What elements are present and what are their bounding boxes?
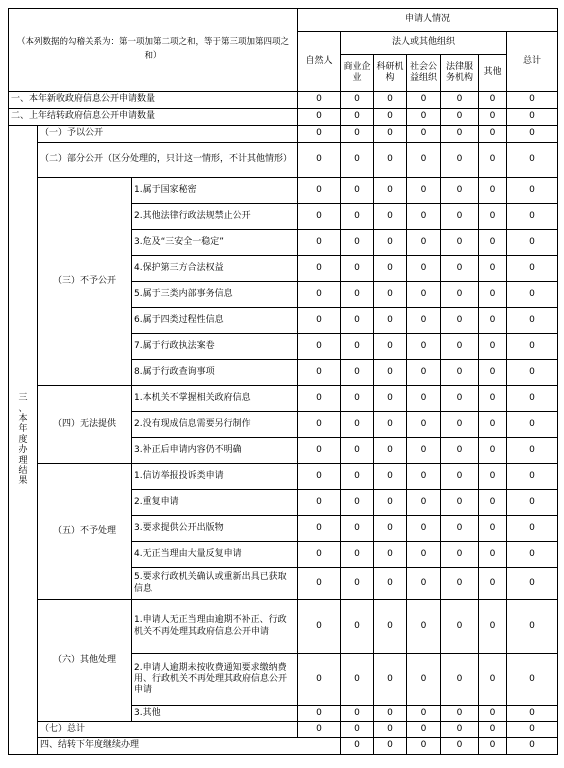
cell-value: 0 [441, 334, 479, 360]
cell-value: 0 [479, 464, 507, 490]
cell-value: 0 [374, 568, 407, 600]
cell-value: 0 [298, 126, 341, 143]
cell-value: 0 [341, 490, 374, 516]
row-label: 6.属于四类过程性信息 [132, 308, 298, 334]
cell-value: 0 [407, 386, 441, 412]
cell-value: 0 [407, 490, 441, 516]
table-row [9, 600, 558, 654]
cell-value: 0 [341, 282, 374, 308]
cell-value: 0 [374, 706, 407, 722]
section-3-char: 果 [18, 476, 28, 487]
cell-value: 0 [407, 600, 441, 654]
cell-value: 0 [374, 412, 407, 438]
cell-value: 0 [441, 412, 479, 438]
cell-value: 0 [479, 143, 507, 178]
legal-or-other-header: 法人或其他组织 [341, 32, 507, 55]
cell-value: 0 [341, 464, 374, 490]
row-label: 1.本机关不掌握相关政府信息 [132, 386, 298, 412]
cell-value: 0 [479, 412, 507, 438]
cell-value: 0 [479, 386, 507, 412]
cell-value: 0 [341, 654, 374, 706]
cell-value: 0 [407, 126, 441, 143]
cell-value: 0 [374, 490, 407, 516]
row-label: 2.其他法律行政法规禁止公开 [132, 204, 298, 230]
cell-value: 0 [374, 230, 407, 256]
cell-value: 0 [374, 738, 407, 755]
group-label-unable-to-provide: （四）无法提供 [38, 386, 132, 464]
section-3-char: 年 [18, 424, 28, 435]
org-type-commercial: 商业企业 [341, 55, 374, 92]
row-label: 4.保护第三方合法权益 [132, 256, 298, 282]
cell-value: 0 [407, 92, 441, 109]
cell-value: 0 [298, 204, 341, 230]
cell-value: 0 [441, 360, 479, 386]
table-row [9, 143, 558, 178]
cell-value: 0 [298, 109, 341, 126]
cell-value: 0 [374, 92, 407, 109]
cell-value: 0 [374, 282, 407, 308]
cell-value: 0 [341, 308, 374, 334]
cell-value: 0 [298, 360, 341, 386]
cell-value: 0 [507, 204, 558, 230]
cell-value: 0 [407, 308, 441, 334]
cell-value: 0 [441, 92, 479, 109]
cell-value: 0 [507, 412, 558, 438]
disclosure-statistics-table [8, 8, 558, 755]
table-row [9, 722, 558, 738]
section-3-char: 本 [18, 414, 28, 425]
cell-value: 0 [341, 568, 374, 600]
cell-value: 0 [441, 204, 479, 230]
cell-value: 0 [479, 230, 507, 256]
cell-value: 0 [298, 568, 341, 600]
cell-value: 0 [441, 464, 479, 490]
cell-value: 0 [407, 516, 441, 542]
cell-value: 0 [298, 92, 341, 109]
cell-value: 0 [507, 230, 558, 256]
row-label: 3.其他 [132, 706, 298, 722]
natural-person-header: 自然人 [298, 32, 341, 92]
cell-value: 0 [479, 178, 507, 204]
row-label: 1.属于国家秘密 [132, 178, 298, 204]
cell-value: 0 [507, 143, 558, 178]
row-label: 4.无正当理由大量反复申请 [132, 542, 298, 568]
cell-value: 0 [407, 542, 441, 568]
cell-value: 0 [507, 126, 558, 143]
table-row [9, 126, 558, 143]
cell-value: 0 [479, 334, 507, 360]
cell-value: 0 [374, 126, 407, 143]
cell-value: 0 [341, 360, 374, 386]
cell-value: 0 [441, 308, 479, 334]
cell-value: 0 [441, 654, 479, 706]
cell-value: 0 [341, 438, 374, 464]
cell-value: 0 [507, 178, 558, 204]
cell-value: 0 [441, 738, 479, 755]
cell-value: 0 [341, 334, 374, 360]
cell-value: 0 [441, 386, 479, 412]
section-3-char: 理 [18, 455, 28, 466]
org-type-research: 科研机构 [374, 55, 407, 92]
section-3-char: 三 [18, 393, 28, 404]
cell-value: 0 [479, 722, 507, 738]
row-label: 3.危及“三安全一稳定” [132, 230, 298, 256]
cell-value: 0 [441, 600, 479, 654]
cell-value: 0 [479, 600, 507, 654]
cell-value: 0 [441, 542, 479, 568]
cell-value: 0 [479, 126, 507, 143]
cell-value: 0 [507, 109, 558, 126]
cell-value: 0 [507, 256, 558, 282]
cell-value: 0 [507, 464, 558, 490]
cell-value: 0 [407, 738, 441, 755]
cell-value: 0 [507, 360, 558, 386]
cell-value: 0 [374, 143, 407, 178]
cell-value: 0 [507, 516, 558, 542]
cell-value: 0 [374, 178, 407, 204]
cell-value: 0 [407, 334, 441, 360]
cell-value: 0 [441, 126, 479, 143]
cell-value: 0 [298, 464, 341, 490]
table-row [9, 738, 558, 755]
section-3-char: 度 [18, 434, 28, 445]
cell-value: 0 [479, 738, 507, 755]
cell-value: 0 [507, 738, 558, 755]
cell-value: 0 [407, 256, 441, 282]
cell-value: 0 [341, 126, 374, 143]
applicant-situation-header: 申请人情况 [298, 9, 558, 32]
cell-value: 0 [441, 282, 479, 308]
cell-value: 0 [407, 143, 441, 178]
cell-value: 0 [298, 516, 341, 542]
org-type-legal-service: 法律服务机构 [441, 55, 479, 92]
cell-value: 0 [341, 178, 374, 204]
section-3-char: 办 [18, 445, 28, 456]
cell-value: 0 [341, 230, 374, 256]
cell-value: 0 [298, 178, 341, 204]
cell-value: 0 [374, 600, 407, 654]
cell-value: 0 [407, 178, 441, 204]
row-label: 2.重复申请 [132, 490, 298, 516]
cell-value: 0 [507, 92, 558, 109]
cell-value: 0 [341, 722, 374, 738]
cell-value: 0 [298, 308, 341, 334]
cell-value: 0 [507, 542, 558, 568]
cell-value: 0 [298, 256, 341, 282]
cell-value: 0 [407, 109, 441, 126]
cell-value: 0 [441, 568, 479, 600]
cell-value: 0 [441, 438, 479, 464]
cell-value: 0 [479, 438, 507, 464]
cell-value: 0 [341, 600, 374, 654]
total-header: 总计 [507, 32, 558, 92]
table-row [9, 386, 558, 412]
cell-value: 0 [374, 542, 407, 568]
cell-value: 0 [479, 308, 507, 334]
cell-value: 0 [341, 542, 374, 568]
cell-value: 0 [298, 230, 341, 256]
cell-value: 0 [298, 412, 341, 438]
cell-value: 0 [341, 143, 374, 178]
group-label-other-processing: （六）其他处理 [38, 600, 132, 722]
section-3-label [9, 126, 38, 755]
section-3-char: 、 [18, 403, 28, 414]
cell-value: 0 [479, 568, 507, 600]
cell-value: 0 [441, 109, 479, 126]
cell-value: 0 [341, 738, 374, 755]
cell-value: 0 [374, 654, 407, 706]
cell-value: 0 [407, 654, 441, 706]
group-label-not-processed: （五）不予处理 [38, 464, 132, 600]
cell-value: 0 [341, 109, 374, 126]
cell-value: 0 [298, 542, 341, 568]
cell-value: 0 [507, 600, 558, 654]
cell-value: 0 [479, 542, 507, 568]
cell-value: 0 [341, 386, 374, 412]
cell-value: 0 [298, 143, 341, 178]
cell-value: 0 [374, 109, 407, 126]
cell-value: 0 [407, 706, 441, 722]
cell-value: 0 [479, 282, 507, 308]
cell-value: 0 [441, 256, 479, 282]
cell-value: 0 [407, 464, 441, 490]
row-label: 四、结转下年度继续办理 [38, 738, 341, 755]
cell-value: 0 [507, 722, 558, 738]
cell-value: 0 [441, 722, 479, 738]
cell-value: 0 [298, 490, 341, 516]
cell-value: 0 [479, 706, 507, 722]
org-type-other: 其他 [479, 55, 507, 92]
org-type-public-welfare: 社会公益组织 [407, 55, 441, 92]
row-label: 7.属于行政执法案卷 [132, 334, 298, 360]
cell-value: 0 [407, 412, 441, 438]
row-label: 5.属于三类内部事务信息 [132, 282, 298, 308]
cell-value: 0 [341, 204, 374, 230]
cell-value: 0 [507, 386, 558, 412]
header-row-1 [9, 9, 558, 32]
cell-value: 0 [479, 490, 507, 516]
cell-value: 0 [374, 360, 407, 386]
cell-value: 0 [407, 282, 441, 308]
cell-value: 0 [479, 204, 507, 230]
cell-value: 0 [407, 230, 441, 256]
cell-value: 0 [507, 282, 558, 308]
row-label: 2.申请人逾期未按收费通知要求缴纳费用、行政机关不再处理其政府信息公开申请 [132, 654, 298, 706]
cell-value: 0 [507, 308, 558, 334]
table-row [9, 178, 558, 204]
cell-value: 0 [374, 516, 407, 542]
cell-value: 0 [479, 92, 507, 109]
row-label: 8.属于行政查询事项 [132, 360, 298, 386]
row-label: 2.没有现成信息需要另行制作 [132, 412, 298, 438]
row-label: 5.要求行政机关确认或重新出具已获取信息 [132, 568, 298, 600]
cell-value: 0 [298, 706, 341, 722]
cell-value: 0 [341, 256, 374, 282]
cell-value: 0 [298, 654, 341, 706]
header-note: （本列数据的勾稽关系为：第一项加第二项之和，等于第三项加第四项之和） [9, 9, 298, 92]
cell-value: 0 [479, 654, 507, 706]
cell-value: 0 [298, 334, 341, 360]
cell-value: 0 [507, 568, 558, 600]
cell-value: 0 [374, 386, 407, 412]
cell-value: 0 [507, 438, 558, 464]
row-label: 1.申请人无正当理由逾期不补正、行政机关不再处理其政府信息公开申请 [132, 600, 298, 654]
row-label: 3.补正后申请内容仍不明确 [132, 438, 298, 464]
cell-value: 0 [507, 334, 558, 360]
cell-value: 0 [407, 204, 441, 230]
row-label: 二、上年结转政府信息公开申请数量 [9, 109, 298, 126]
cell-value: 0 [441, 490, 479, 516]
cell-value: 0 [298, 722, 341, 738]
cell-value: 0 [407, 438, 441, 464]
row-label: （七）总计 [38, 722, 298, 738]
cell-value: 0 [441, 178, 479, 204]
row-label: （二）部分公开（区分处理的，只计这一情形，不计其他情形） [38, 143, 298, 178]
cell-value: 0 [407, 360, 441, 386]
table-row [9, 464, 558, 490]
cell-value: 0 [374, 438, 407, 464]
table-row [9, 109, 558, 126]
row-label: 1.信访举报投诉类申请 [132, 464, 298, 490]
cell-value: 0 [507, 490, 558, 516]
cell-value: 0 [507, 706, 558, 722]
cell-value: 0 [298, 438, 341, 464]
section-3-char: 结 [18, 465, 28, 476]
cell-value: 0 [374, 334, 407, 360]
cell-value: 0 [298, 386, 341, 412]
cell-value: 0 [441, 516, 479, 542]
group-label-not-disclosed: （三）不予公开 [38, 178, 132, 386]
cell-value: 0 [479, 256, 507, 282]
row-label: （一）予以公开 [38, 126, 298, 143]
cell-value: 0 [374, 256, 407, 282]
cell-value: 0 [298, 600, 341, 654]
cell-value: 0 [441, 143, 479, 178]
cell-value: 0 [298, 282, 341, 308]
cell-value: 0 [479, 109, 507, 126]
cell-value: 0 [441, 706, 479, 722]
cell-value: 0 [479, 360, 507, 386]
cell-value: 0 [441, 230, 479, 256]
cell-value: 0 [407, 568, 441, 600]
cell-value: 0 [374, 308, 407, 334]
cell-value: 0 [479, 516, 507, 542]
cell-value: 0 [507, 654, 558, 706]
row-label: 一、本年新收政府信息公开申请数量 [9, 92, 298, 109]
cell-value: 0 [374, 722, 407, 738]
cell-value: 0 [341, 706, 374, 722]
cell-value: 0 [374, 204, 407, 230]
cell-value: 0 [341, 92, 374, 109]
row-label: 3.要求提供公开出版物 [132, 516, 298, 542]
cell-value: 0 [341, 516, 374, 542]
cell-value: 0 [407, 722, 441, 738]
cell-value: 0 [341, 412, 374, 438]
table-row [9, 92, 558, 109]
cell-value: 0 [374, 464, 407, 490]
